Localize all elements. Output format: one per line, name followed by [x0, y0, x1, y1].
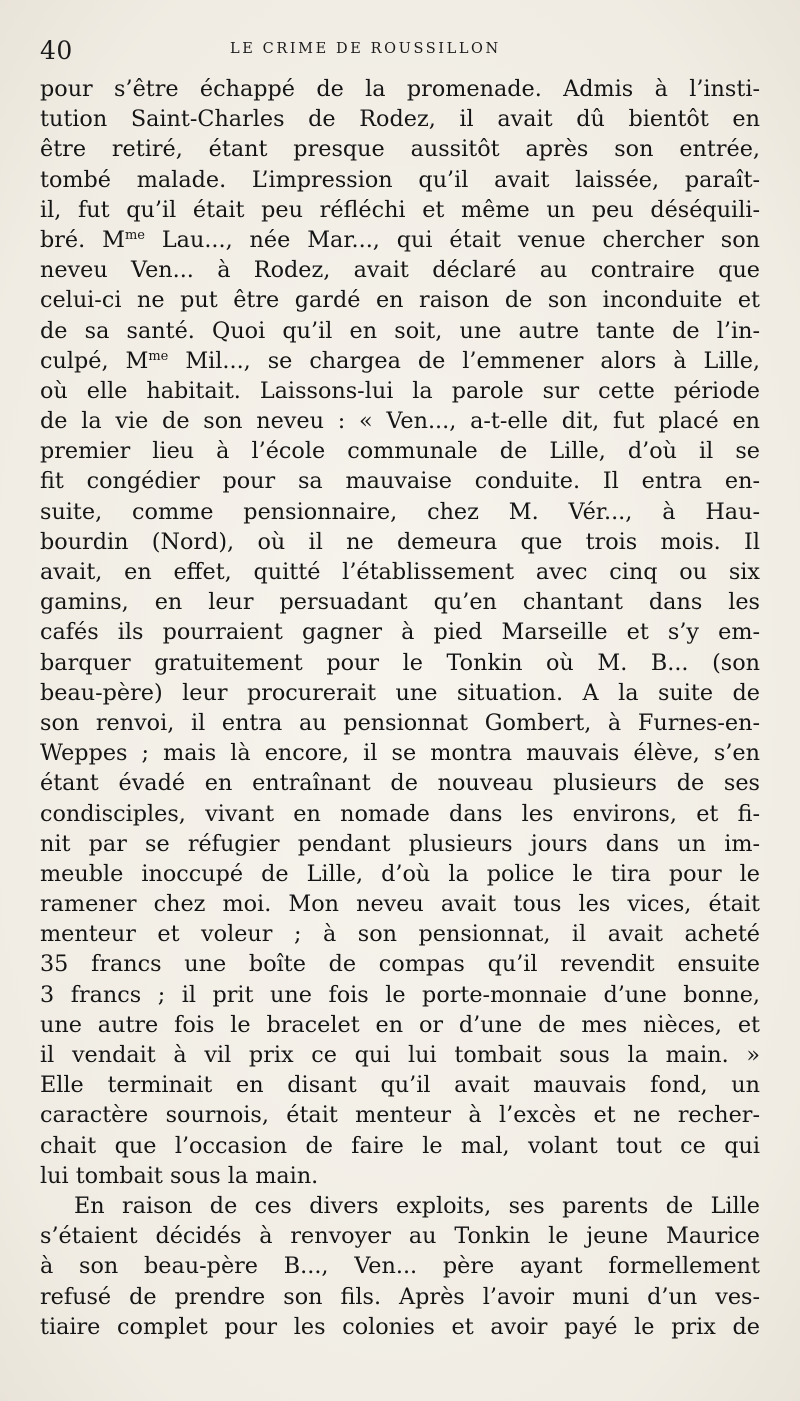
text-line: étant évadé en entraînant de nouveau plusieurs de ses [40, 770, 760, 797]
text-line: lui tombait sous la main. [40, 1162, 319, 1189]
text-line: refusé de prendre son fils. Après l’avoir muni d’un ves- [40, 1283, 760, 1310]
text-line: de sa santé. Quoi qu’il en soit, une autre tante de l’in- [40, 317, 760, 344]
text-fragment: Mil..., se chargea de l’emmener alors à Lille, [168, 347, 760, 374]
text-line: premier lieu à l’école communale de Lille, d’où il se [40, 438, 760, 465]
body-text [40, 74, 760, 1342]
text-line: barquer gratuitement pour le Tonkin où M. B... (son [40, 649, 760, 676]
text-line: suite, comme pensionnaire, chez M. Vér..., à Hau- [40, 498, 760, 525]
text-line: ramener chez moi. Mon neveu avait tous les vices, était [40, 891, 760, 918]
page-header [40, 34, 760, 74]
text-line: une autre fois le bracelet en or d’une de mes nièces, et [40, 1011, 760, 1038]
text-line [40, 346, 760, 376]
page-number: 40 [40, 36, 73, 65]
text-line: tution Saint-Charles de Rodez, il avait dû bientôt en [40, 106, 760, 133]
text-line: avait, en effet, quitté l’établissement avec cinq ou six [40, 559, 760, 585]
text-line: Weppes ; mais là encore, il se montra mauvais élève, s’en [40, 740, 760, 767]
text-line: pour s’être échappé de la promenade. Admis à l’insti- [40, 76, 760, 102]
text-line: son renvoi, il entra au pensionnat Gombert, à Furnes-en- [40, 709, 760, 736]
text-line: caractère sournois, était menteur à l’excès et ne recher- [40, 1102, 760, 1129]
text-line: celui-ci ne put être gardé en raison de son inconduite et [40, 287, 760, 314]
text-fragment: bré. M [40, 226, 125, 253]
text-line: meuble inoccupé de Lille, d’où la police le tira pour le [40, 860, 760, 887]
text-fragment: Lau..., née Mar..., qui était venue chercher son [144, 226, 760, 253]
text-line: de la vie de son neveu : « Ven..., a-t-elle dit, fut placé en [40, 408, 760, 435]
running-title: LE CRIME DE ROUSSILLON [230, 41, 501, 57]
text-line [40, 225, 760, 255]
text-line: neveu Ven... à Rodez, avait déclaré au contraire que [40, 257, 760, 284]
text-line: nit par se réfugier pendant plusieurs jours dans un im- [40, 830, 760, 857]
text-line: En raison de ces divers exploits, ses parents de Lille [74, 1192, 760, 1219]
text-line: il, fut qu’il était peu réfléchi et même un peu déséquili- [40, 196, 760, 223]
text-fragment: culpé, M [40, 347, 149, 374]
text-line: 35 francs une boîte de compas qu’il revendit ensuite [40, 951, 760, 978]
text-line: il vendait à vil prix ce qui lui tombait sous la main. » [40, 1042, 760, 1068]
text-line: être retiré, étant presque aussitôt après son entrée, [40, 136, 760, 163]
superscript-abbreviation: me [124, 227, 145, 243]
text-line: fit congédier pour sa mauvaise conduite. Il entra en- [40, 468, 760, 495]
text-line: gamins, en leur persuadant qu’en chantant dans les [40, 589, 760, 616]
text-line: Elle terminait en disant qu’il avait mauvais fond, un [40, 1072, 760, 1099]
text-line: cafés ils pourraient gagner à pied Marseille et s’y em- [40, 619, 760, 646]
text-line: condisciples, vivant en nomade dans les environs, et fi- [40, 800, 760, 827]
text-line: chait que l’occasion de faire le mal, volant tout ce qui [40, 1132, 760, 1159]
text-line: s’étaient décidés à renvoyer au Tonkin le jeune Maurice [40, 1223, 760, 1250]
text-line: tiaire complet pour les colonies et avoir payé le prix de [40, 1313, 760, 1340]
text-line: où elle habitait. Laissons-lui la parole sur cette période [40, 377, 760, 404]
text-line: bourdin (Nord), où il ne demeura que trois mois. Il [40, 528, 760, 555]
text-line: menteur et voleur ; à son pensionnat, il avait acheté [40, 921, 760, 948]
text-line: à son beau-père B..., Ven... père ayant formellement [40, 1253, 760, 1280]
text-line: beau-père) leur procurerait une situation. A la suite de [40, 679, 760, 706]
superscript-abbreviation: me [148, 348, 169, 364]
text-line: 3 francs ; il prit une fois le porte-monnaie d’une bonne, [40, 981, 760, 1008]
text-line: tombé malade. L’impression qu’il avait laissée, paraît- [40, 166, 760, 193]
